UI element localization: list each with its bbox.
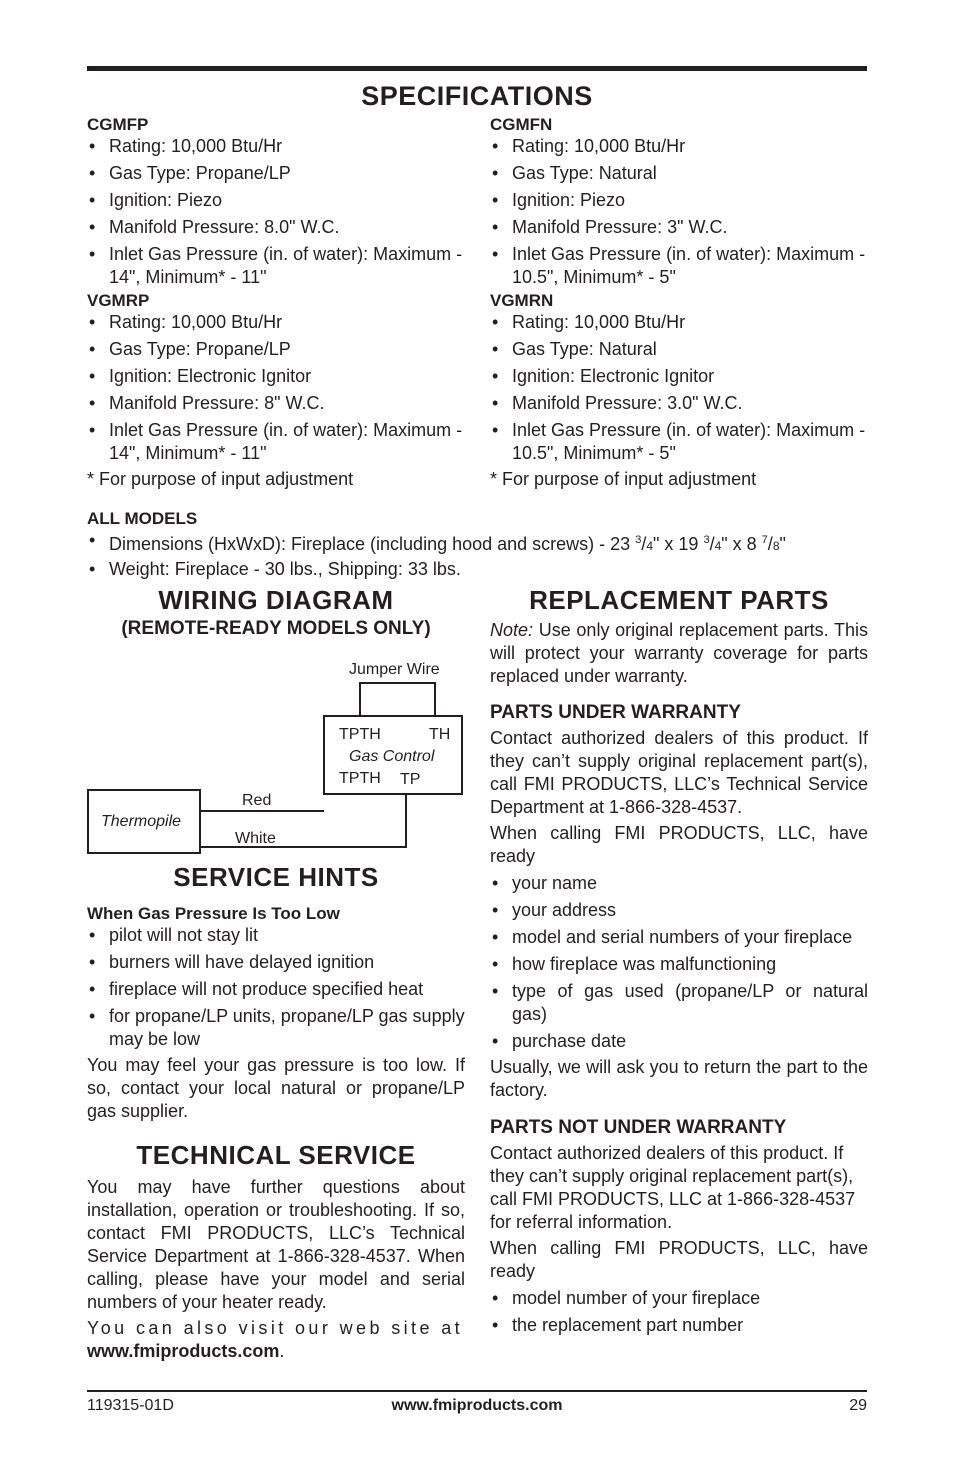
spec-item: • Inlet Gas Pressure (in. of water): Maximum - 14", Minimum* - 11" [87,419,465,465]
model-name: VGMRP [87,291,150,310]
parts-not-under-warranty-calling: When calling FMI PRODUCTS, LLC, have ready [490,1238,868,1281]
red-wire-label: Red [242,792,272,809]
spec-right-column [490,114,868,491]
spec-item: • Manifold Pressure: 8.0" W.C. [87,216,465,239]
spec-item: • Rating: 10,000 Btu/Hr [87,135,465,158]
ready-item: • model number of your fireplace [490,1287,868,1310]
service-hints-title: SERVICE HINTS [173,862,379,892]
gas-control-label: Gas Control [349,748,435,765]
service-hints-list [87,924,465,1051]
spec-list [87,311,465,465]
tp-label: TP [400,771,421,788]
hint-item: • for propane/LP units, propane/LP gas supply may be low [87,1005,465,1051]
parts-not-under-warranty-list [490,1287,868,1337]
wiring-title: WIRING DIAGRAM [158,585,394,615]
specifications-title: SPECIFICATIONS [361,81,593,111]
spec-list [490,311,868,465]
model-name: CGMFP [87,115,149,134]
specifications-section [87,81,867,111]
spec-item: • Manifold Pressure: 3.0" W.C. [490,392,868,415]
spec-item: • Ignition: Electronic Ignitor [87,365,465,388]
ready-item: • how fireplace was malfunctioning [490,953,868,976]
spec-footnote: * For purpose of input adjustment [87,469,354,489]
spec-item: • Manifold Pressure: 8" W.C. [87,392,465,415]
jumper-wire-label: Jumper Wire [349,661,440,678]
ready-item: • model and serial numbers of your fireplace [490,926,868,949]
model-name: VGMRN [490,291,554,310]
technical-service-section [87,1140,465,1363]
hint-item: • fireplace will not produce specified heat [87,978,465,1001]
service-hints-paragraph: You may feel your gas pressure is too low. If so, contact your local natural or propane/LP gas supplier. [87,1055,465,1121]
spec-item: • Inlet Gas Pressure (in. of water): Maximum - 10.5", Minimum* - 5" [490,419,868,465]
parts-under-warranty-heading: PARTS UNDER WARRANTY [490,702,741,723]
parts-under-warranty-list [490,872,868,1053]
parts-not-under-warranty-heading: PARTS NOT UNDER WARRANTY [490,1117,787,1138]
spec-item: • Ignition: Piezo [490,189,868,212]
service-hints-section [87,862,465,1123]
ready-item: • your name [490,872,868,895]
spec-item: • Rating: 10,000 Btu/Hr [490,311,868,334]
replacement-note: Note: Use only original replacement parts. This will protect your warranty coverage for parts replaced under warranty. [490,620,868,686]
all-models-heading: ALL MODELS [87,509,198,528]
hint-item: • burners will have delayed ignition [87,951,465,974]
doc-number: 119315-01D [87,1397,174,1414]
th-label: TH [429,726,451,743]
white-wire-label: White [235,830,276,847]
replacement-parts-section [490,585,868,1341]
parts-not-under-warranty-paragraph: Contact authorized dealers of this product. If they can’t supply original replacement part(s), call FMI PRODUCTS, LLC at 1-866-328-4537 for referral information. [490,1143,856,1232]
website-link[interactable]: www.fmiproducts.com [87,1341,280,1361]
tpth-bottom-label: TPTH [339,770,381,787]
spec-item: • Inlet Gas Pressure (in. of water): Maximum - 10.5", Minimum* - 5" [490,243,868,289]
ready-item: • your address [490,899,868,922]
top-rule [87,66,867,71]
spec-item: • Ignition: Piezo [87,189,465,212]
spec-item: • Gas Type: Propane/LP [87,338,465,361]
ready-item: • the replacement part number [490,1314,868,1337]
all-models [87,508,867,585]
spec-footnote: * For purpose of input adjustment [490,469,757,489]
website-line: You can also visit our web site at www.fmiproducts.com. [87,1318,464,1361]
tpth-top-label: TPTH [339,726,381,743]
wiring-diagram [87,650,467,860]
spec-item: • Inlet Gas Pressure (in. of water): Maximum - 14", Minimum* - 11" [87,243,465,289]
bottom-rule [87,1390,867,1392]
spec-item: • Rating: 10,000 Btu/Hr [87,311,465,334]
jumper-wire [360,683,435,718]
ready-item: • type of gas used (propane/LP or natural gas) [490,980,868,1026]
weight-item: • Weight: Fireplace - 30 lbs., Shipping: 33 lbs. [87,558,867,581]
ready-item: • purchase date [490,1030,868,1053]
spec-left-column [87,114,465,491]
thermopile-label: Thermopile [101,813,182,830]
spec-list [490,135,868,289]
model-name: CGMFN [490,115,553,134]
manual-page [87,0,867,1475]
service-hints-heading: When Gas Pressure Is Too Low [87,904,340,923]
dimensions-item: • Dimensions (HxWxD): Fireplace (including hood and screws) - 23 $^3$/4" x 19 $^3$/4" x 8 $^7$/8" [87,529,867,558]
parts-under-warranty-calling: When calling FMI PRODUCTS, LLC, have ready [490,823,868,866]
spec-item: • Gas Type: Natural [490,162,868,185]
white-wire [200,794,406,847]
wiring-subtitle: (REMOTE-READY MODELS ONLY) [121,618,431,639]
technical-service-paragraph: You may have further questions about installation, operation or troubleshooting. If so, contact FMI PRODUCTS, LLC’s Technical Service Department at 1-866-328-4537. When calling, please have your model and serial numbers of your heater ready. [87,1177,465,1312]
spec-item: • Manifold Pressure: 3" W.C. [490,216,868,239]
spec-item: • Rating: 10,000 Btu/Hr [490,135,868,158]
all-models-list [87,529,867,581]
spec-list [87,135,465,289]
replacement-parts-title: REPLACEMENT PARTS [529,585,829,615]
spec-item: • Ignition: Electronic Ignitor [490,365,868,388]
parts-under-warranty-paragraph: Contact authorized dealers of this product. If they can’t supply original replacement part(s), call FMI PRODUCTS, LLC’s Technical Service Department at 1-866-328-4537. [490,728,868,817]
technical-service-title: TECHNICAL SERVICE [136,1140,416,1170]
wiring-section [87,585,465,641]
page-number: 29 [849,1397,867,1414]
footer-website: www.fmiproducts.com [391,1397,563,1414]
hint-item: • pilot will not stay lit [87,924,465,947]
spec-item: • Gas Type: Propane/LP [87,162,465,185]
spec-item: • Gas Type: Natural [490,338,868,361]
parts-under-warranty-closing: Usually, we will ask you to return the part to the factory. [490,1057,868,1100]
